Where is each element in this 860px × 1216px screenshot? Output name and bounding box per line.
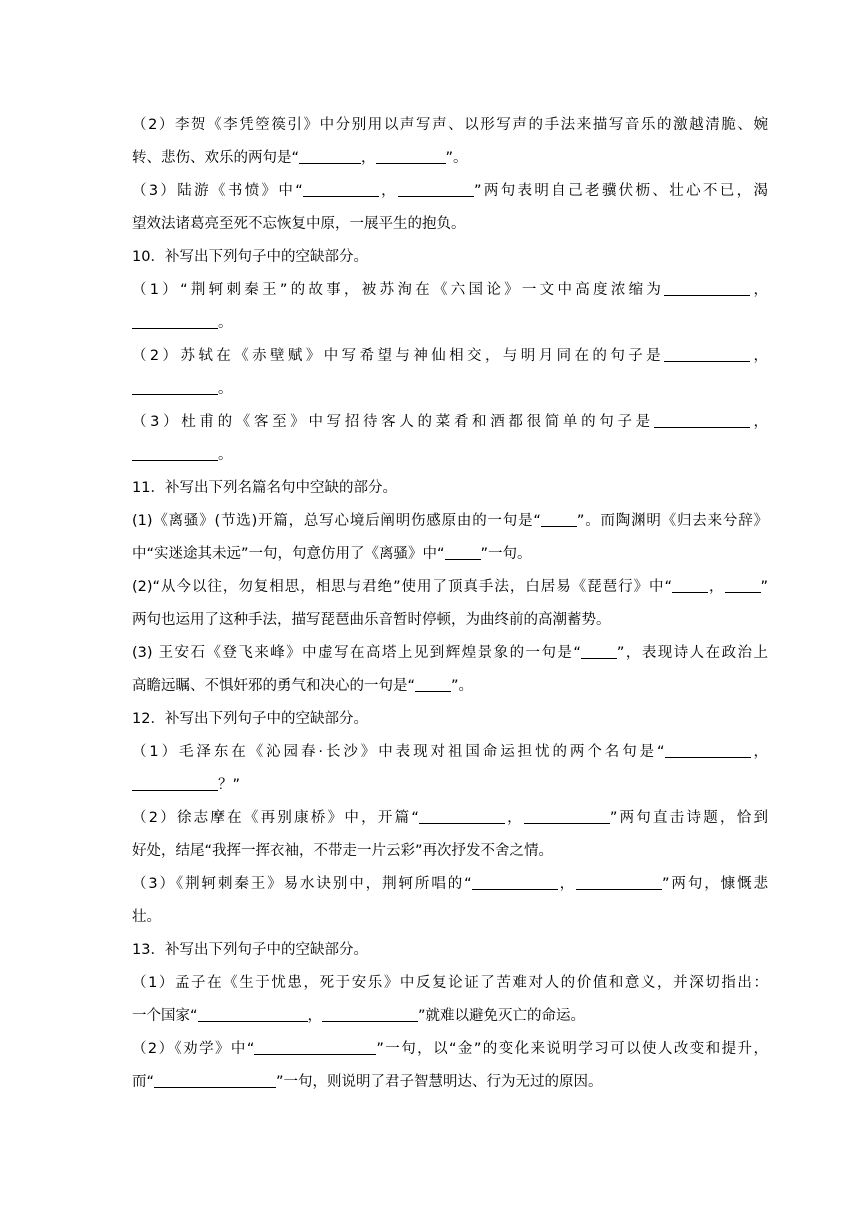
q11-2-line1: (2)“从今以往，勿复相思，相思与君绝”使用了顶真手法，白居易《琵琶行》中“ ， ” [132,571,768,604]
answer-blank[interactable] [664,279,750,296]
answer-blank[interactable] [303,180,379,197]
answer-blank[interactable] [419,807,505,824]
answer-blank[interactable] [132,312,218,329]
q9-3-line1: （3）陆游《书愤》中“ ， ”两句表明自己老骥伏枥、壮心不已，渴 [132,175,768,208]
q13-1-line1: （1）孟子在《生于忧患，死于安乐》中反复论证了苦难对人的价值和意义，并深切指出： [132,975,768,991]
answer-blank[interactable] [132,774,218,791]
answer-blank[interactable] [725,576,761,593]
answer-blank[interactable] [654,411,750,428]
q11-2-line2: 两句也运用了这种手法，描写琵琶曲乐音暂时停顿，为曲终前的高潮蓄势。 [132,612,611,628]
answer-blank[interactable] [132,444,218,461]
q12-1-line1: （1）毛泽东在《沁园春·长沙》中表现对祖国命运担忧的两个名句是“ ， [132,736,768,769]
q9-2-line1: （2）李贺《李凭箜篌引》中分别用以声写声、以形写声的手法来描写音乐的激越清脆、婉 [132,117,768,133]
q12-2-line1: （2）徐志摩在《再别康桥》中，开篇“ ， ”两句直击诗题，恰到 [132,802,768,835]
answer-blank[interactable] [472,873,558,890]
answer-blank[interactable] [198,1005,308,1022]
q10-heading: 10．补写出下列句子中的空缺部分。 [132,249,368,265]
q12-3-line2: 壮。 [132,909,161,925]
answer-blank[interactable] [254,1038,376,1055]
q10-3-line2: 。 [132,439,768,472]
answer-blank[interactable] [524,807,610,824]
q11-3-line1: (3) 王安石《登飞来峰》中虚写在高塔上见到辉煌景象的一句是“ ”，表现诗人在政治上 [132,637,768,670]
q13-2-line2: 而“ ”一句，则说明了君子智慧明达、行为无过的原因。 [132,1066,768,1099]
q12-1-line2: ？” [132,769,768,802]
answer-blank[interactable] [581,642,617,659]
q13-1-line2: 一个国家“ ， ”就难以避免灭亡的命运。 [132,1000,768,1033]
q9-2-line2: 转、悲伤、欢乐的两句是“ ， ”。 [132,142,768,175]
q10-1-line1: （1）“荆轲刺秦王”的故事，被苏洵在《六国论》一文中高度浓缩为 ， [132,274,768,307]
answer-blank[interactable] [376,147,446,164]
q10-1-line2: 。 [132,307,768,340]
q12-3-line1: （3）《荆轲刺秦王》易水诀别中，荆轲所唱的“ ， ”两句，慷慨悲 [132,868,768,901]
q11-1-line2: 中“实迷途其未远”一句，句意仿用了《离骚》中“ ”一句。 [132,538,768,571]
answer-blank[interactable] [665,741,751,758]
q13-2-line1: （2）《劝学》中“ ”一句，以“金”的变化来说明学习可以使人改变和提升， [132,1033,768,1066]
q9-3-line2: 望效法诸葛亮至死不忘恢复中原，一展平生的抱负。 [132,216,466,232]
answer-blank[interactable] [664,345,750,362]
answer-blank[interactable] [672,576,708,593]
q11-1-line1: (1)《离骚》(节选)开篇，总写心境后阐明伤感原由的一句是“ ”。而陶渊明《归去来兮辞》 [132,505,768,538]
q10-2-line1: （2）苏轼在《赤壁赋》中写希望与神仙相交，与明月同在的句子是 ， [132,340,768,373]
q12-2-line2: 好处，结尾“我挥一挥衣袖，不带走一片云彩”再次抒发不舍之情。 [132,843,554,859]
answer-blank[interactable] [132,378,218,395]
q11-heading: 11．补写出下列名篇名句中空缺的部分。 [132,480,397,496]
answer-blank[interactable] [398,180,474,197]
q12-heading: 12．补写出下列句子中的空缺部分。 [132,711,368,727]
q11-3-line2: 高瞻远瞩、不惧奸邪的勇气和决心的一句是“ ”。 [132,670,768,703]
q13-heading: 13．补写出下列句子中的空缺部分。 [132,942,368,958]
answer-blank[interactable] [154,1071,276,1088]
answer-blank[interactable] [445,543,481,560]
answer-blank[interactable] [576,873,662,890]
q10-3-line1: （3）杜甫的《客至》中写招待客人的菜肴和酒都很简单的句子是 ， [132,406,768,439]
answer-blank[interactable] [299,147,361,164]
q10-2-line2: 。 [132,373,768,406]
answer-blank[interactable] [415,675,451,692]
answer-blank[interactable] [322,1005,418,1022]
answer-blank[interactable] [541,510,577,527]
